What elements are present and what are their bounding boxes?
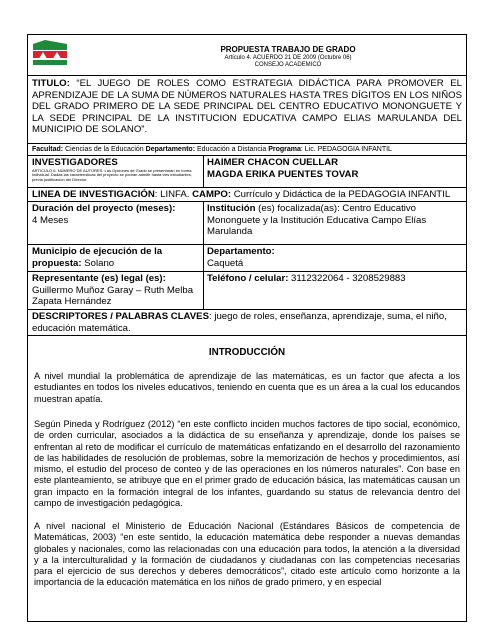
- research-line-value: : LINFA.: [154, 189, 190, 200]
- researcher-name: HAIMER CHACON CUELLAR: [207, 157, 339, 168]
- faculty-label: Facultad:: [32, 146, 64, 153]
- program-value: : Lic. PEDAGOGIA INFANTIL: [300, 146, 392, 153]
- university-logo: [31, 38, 69, 68]
- form-frame: [27, 34, 467, 622]
- introduction-heading: INTRODUCCIÓN: [208, 347, 286, 358]
- research-line-label: LINEA DE INVESTIGACIÓN: [32, 189, 155, 200]
- representative-label: Representante (es) legal (es):: [32, 273, 166, 284]
- intro-paragraph-3: A nivel nacional el Ministerio de Educación Nacional (Estándares Básicos de competencia de Matemáticas, 2003) “en este sentido, la educación matemática debe responder a nuevas demandas globales y nacionales, como las relacionadas con una educación para todos, la atención a la diversidad y a la interculturalidad y la formación de ciudadanos y ciudadanas con las competencias necesarias para el ejercicio de sus derechos y deberes democráticos”, citado este artículo como horizonte a la importancia de la educación matemática en los niños de grado primero, y en especial: [34, 521, 460, 588]
- title-text: “EL JUEGO DE ROLES COMO ESTRATEGIA DIDÁCTICA PARA PROMOVER EL APRENDIZAJE DE LA SUMA DE NÚMEROS NATURALES HASTA TRES DÍGITOS EN LOS NIÑOS DEL GRADO PRIMERO DE LA SEDE PRINCIPAL DEL CENTRO EDUCATIVO MONONGUETE Y LA SEDE PRINCIPAL DE LA INSTITUCION EDUCATIVA CAMPO ELIAS MARULANDA DEL MUNICIPIO DE SOLANO”.: [32, 78, 462, 136]
- department-field-value: Caquetá: [207, 257, 244, 269]
- researcher-name: MAGDA ERIKA PUENTES TOVAR: [207, 168, 359, 180]
- document-title: PROPUESTA TRABAJO DE GRADO: [220, 45, 356, 54]
- municipality-label: Municipio de ejecución de la: [32, 246, 163, 257]
- municipality-value: Solano: [81, 257, 115, 269]
- title-row: [28, 75, 466, 143]
- keywords-value: : juego de roles, enseñanza, aprendizaje, suma, el niño, educación matemática.: [32, 311, 447, 334]
- researchers-row: [28, 155, 466, 187]
- program-label: Programa: [268, 146, 301, 153]
- faculty-row: [28, 143, 466, 155]
- intro-paragraph-1: A nivel mundial la problemática de aprendizaje de las matemáticas, es un factor que afecta a los estudiantes en todos los niveles educativos, teniendo en cuenta que es un área a la cual los educandos muestran apatía.: [34, 371, 460, 404]
- council-line: CONSEJO ACADEMICO: [254, 62, 322, 68]
- representative-row: [28, 271, 466, 309]
- department-label: Departamento:: [145, 146, 196, 153]
- proposal-label: propuesta:: [32, 257, 82, 269]
- department-field-label: Departamento:: [207, 246, 275, 257]
- duration-value: 4 Meses: [32, 214, 69, 226]
- authors-note: ARTICULO 6. NÚMERO DE AUTORES. Las Opciones de Grado se presentarán en forma individual. Dadas las características del proyecto se podrán admitir hasta tres estudiantes, previa justificación del Director.: [32, 167, 192, 182]
- title-label: TITULO:: [32, 78, 70, 89]
- municipality-row: [28, 244, 466, 271]
- intro-paragraph-2: Según Pineda y Rodríguez (2012) “en este conflicto inciden muchos factores de tipo social, económico, de orden curricular, asociados a la didáctica de su enseñanza y aprendizaje, donde los países se enfrentan al reto de modificar el currículo de matemáticas enfatizando en el desarrollo del razonamiento de las habilidades de resolución de problemas, sobre la memorización de hechos y procedimientos, así mismo, el estudio del proceso de conteo y de las operaciones en los números naturales”. Con base en este planteamiento, se atribuye que en el primer grado de educación básica, las matemáticas causan un gran impacto en la formación integral de los infantes, guardando su status de relevancia dentro del campo de investigación pedagógica.: [34, 419, 460, 509]
- agreement-line: Artículo 4. ACUERDO 21 DE 2009 (Octubre 06): [224, 55, 352, 61]
- institution-value: (es) focalizada(as): Centro Educativo Mononguete y la Institución Educativa Campo Elías Marulanda: [207, 203, 427, 238]
- duration-institution-row: [28, 201, 466, 244]
- phone-label: Teléfono / celular:: [207, 273, 289, 284]
- field-value: Currículo y Didáctica de la PEDAGOGIA INFANTIL: [233, 189, 451, 200]
- keywords-label: DESCRIPTORES / PALABRAS CLAVES: [32, 311, 209, 322]
- researchers-label: INVESTIGADORES: [32, 157, 118, 168]
- research-line-row: [28, 187, 466, 201]
- faculty-value: Ciencias de la Educación: [65, 146, 144, 153]
- duration-label: Duración del proyecto (meses):: [32, 203, 176, 214]
- department-value: Educación a Distancia: [197, 146, 267, 153]
- field-label: CAMPO:: [192, 189, 232, 200]
- keywords-row: [28, 309, 466, 335]
- phone-value: 3112322064 - 3208529883: [288, 273, 406, 284]
- representative-value: Guillermo Muñoz Garay – Ruth Melba Zapata Hernández: [32, 284, 194, 308]
- institution-label: Institución: [207, 203, 256, 214]
- document-header: [28, 35, 466, 75]
